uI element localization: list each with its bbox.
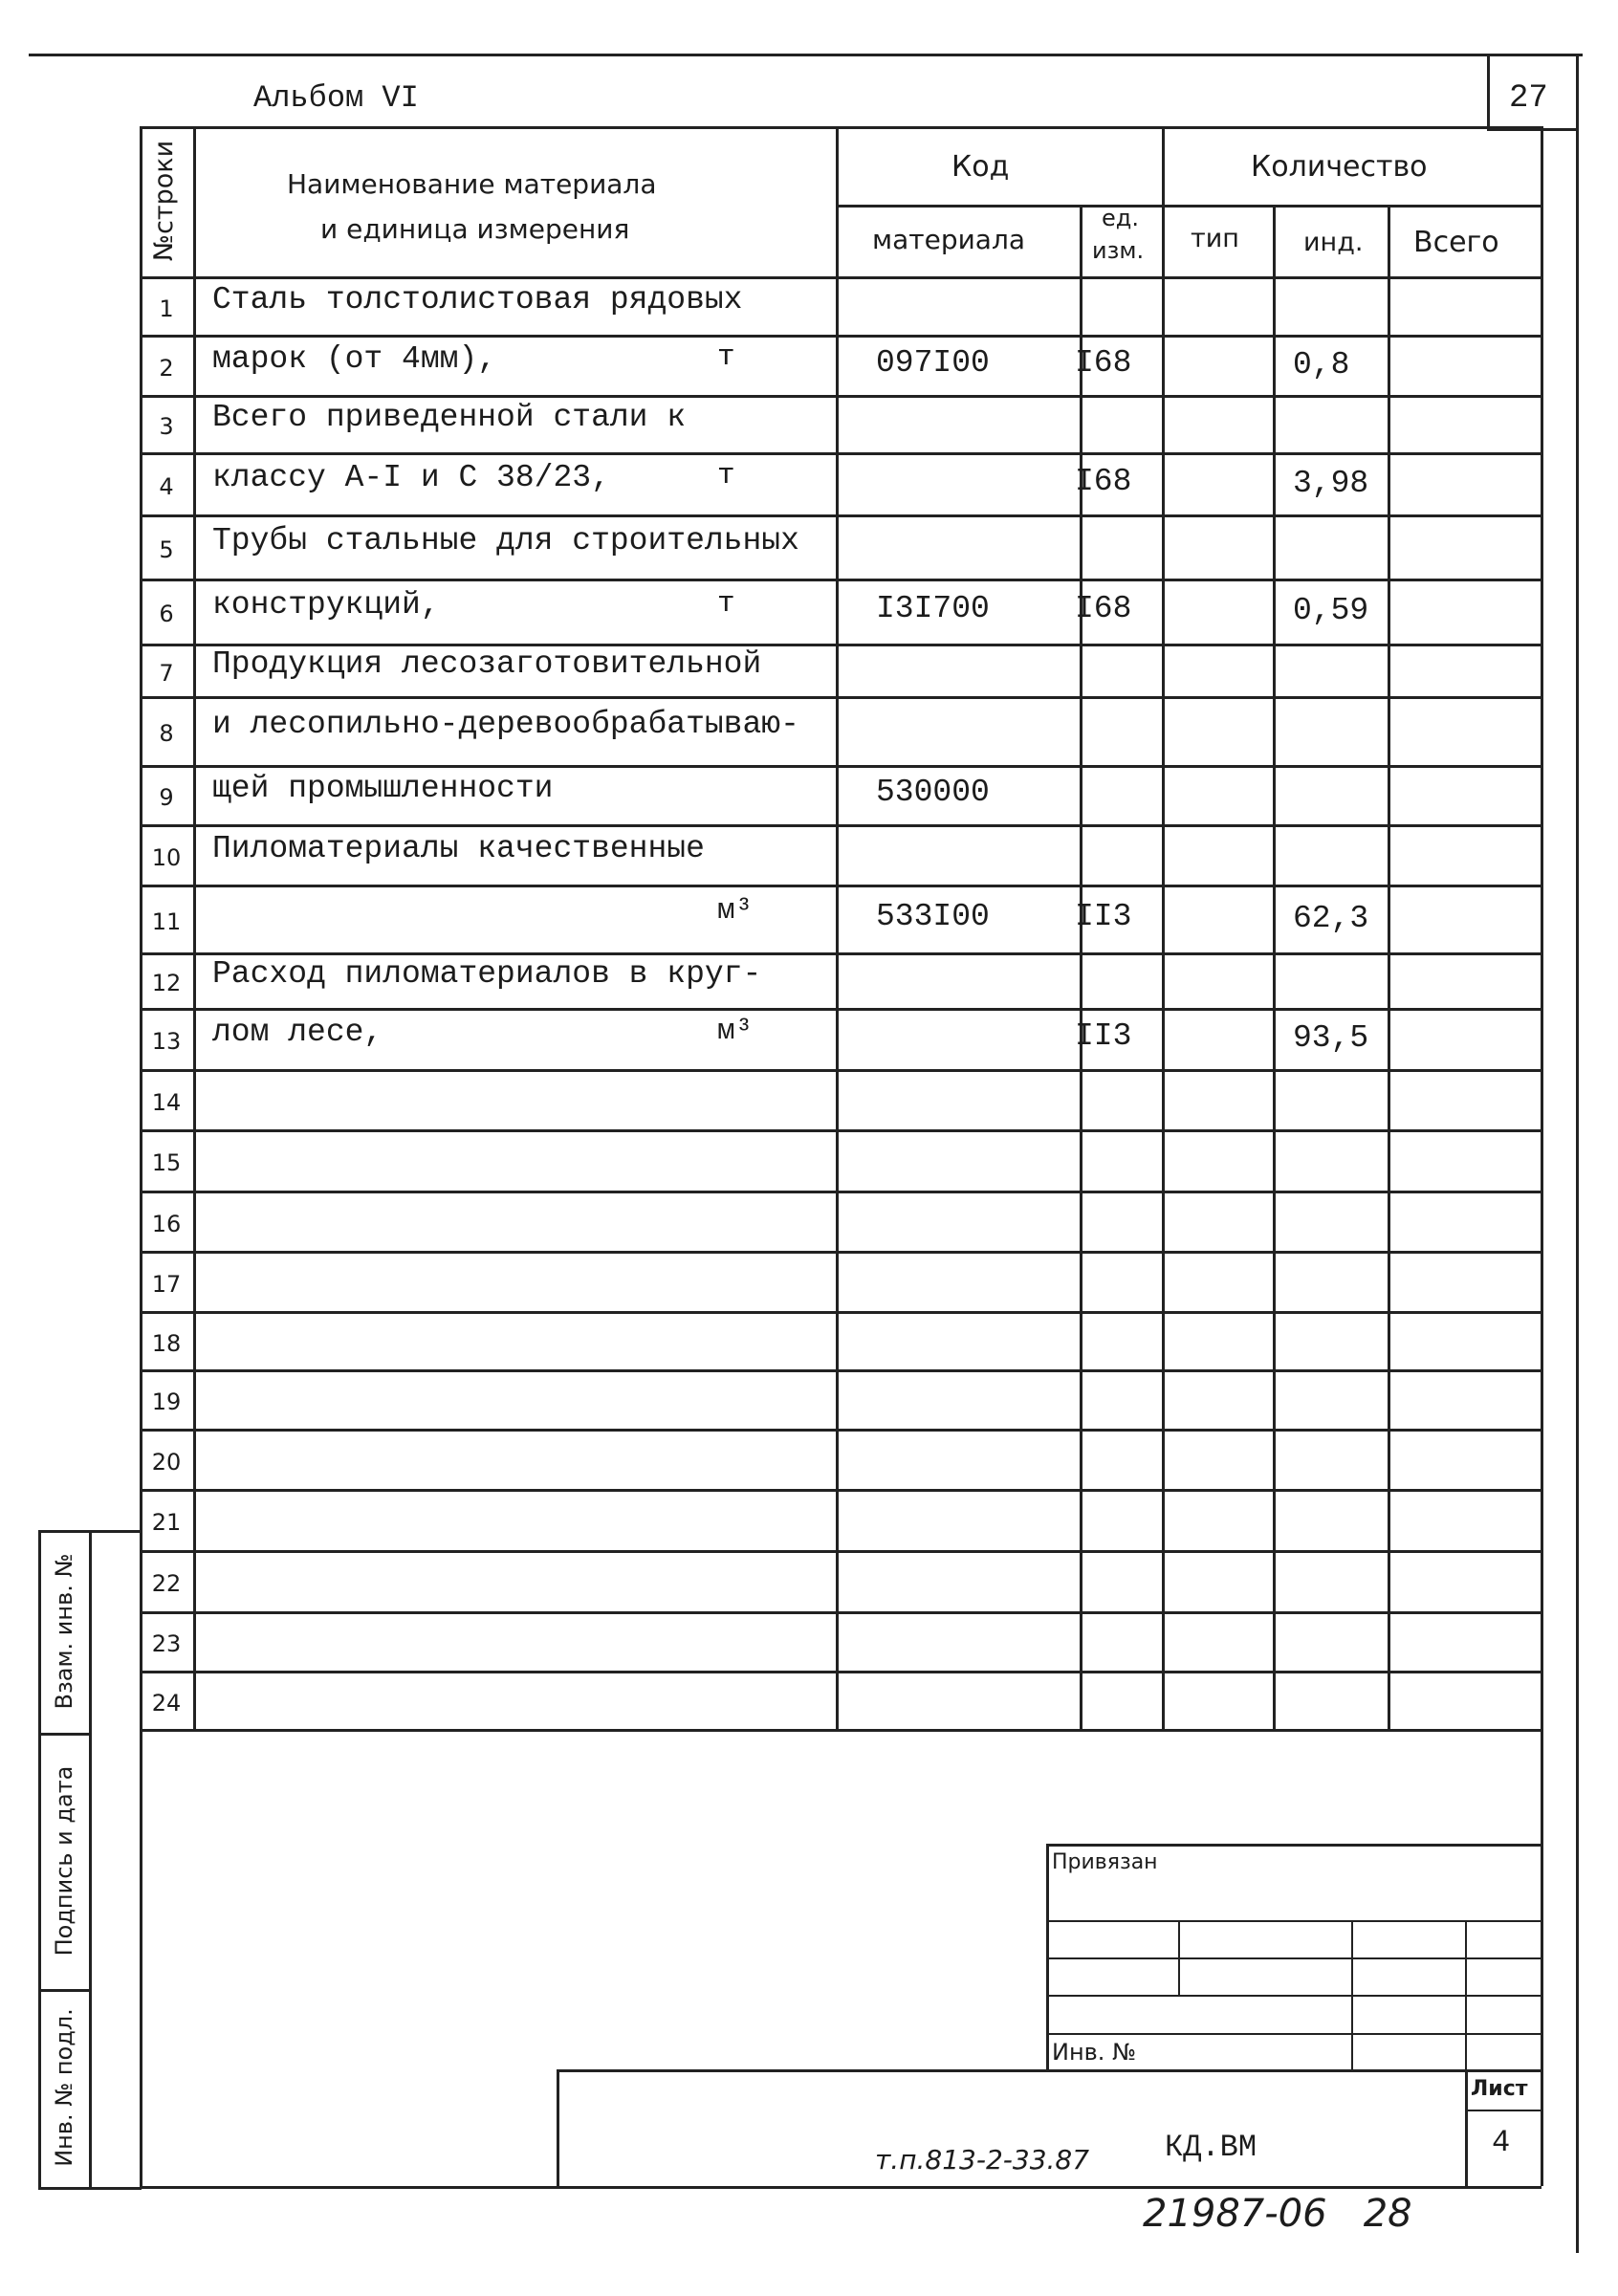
col-total-header: Всего	[1413, 226, 1499, 259]
material-name: конструкций,	[212, 587, 440, 623]
row-number: 17	[151, 1270, 182, 1298]
material-name: лом лесе,	[212, 1015, 383, 1051]
unit-mark: м³	[717, 894, 754, 929]
material-name: Всего приведенной стали к	[212, 400, 687, 436]
col-unit-header-line2: изм.	[1092, 237, 1145, 264]
material-name: Трубы стальные для строительных	[212, 522, 799, 558]
unit-code: I68	[1075, 591, 1132, 627]
col-row-number-header: №строки	[149, 140, 179, 261]
code-group-header: Код	[951, 150, 1010, 184]
page-number: 27	[1509, 80, 1548, 117]
row-number: 3	[159, 413, 174, 440]
row-number: 22	[151, 1570, 182, 1597]
row-number: 15	[151, 1149, 182, 1176]
individual-quantity: 0,59	[1293, 593, 1369, 629]
row-number: 24	[151, 1689, 182, 1717]
col-type-header: тип	[1191, 224, 1239, 253]
row-number: 14	[151, 1088, 182, 1116]
unit-code: I68	[1075, 463, 1132, 499]
row-number: 21	[151, 1509, 182, 1536]
row-number: 20	[151, 1448, 182, 1476]
album-label: Альбом VI	[253, 80, 419, 116]
row-number: 18	[151, 1329, 182, 1357]
document-mark: КД.ВМ	[1165, 2130, 1257, 2165]
material-name: и лесопильно-деревообрабатываю-	[212, 707, 799, 743]
row-number: 9	[159, 784, 174, 811]
col-material-code-header: материала	[872, 224, 1026, 255]
row-number: 16	[151, 1210, 182, 1237]
unit-mark: т	[717, 586, 735, 621]
col-ind-header: инд.	[1303, 228, 1364, 257]
material-name: щей промышленности	[212, 771, 554, 807]
unit-code: II3	[1075, 1018, 1132, 1055]
col-name-header-line1: Наименование материала	[287, 168, 657, 200]
row-number: 4	[159, 472, 174, 500]
unit-mark: т	[717, 340, 735, 375]
stamp-replaced-inv: Взам. инв. №	[51, 1553, 77, 1710]
individual-quantity: 3,98	[1293, 465, 1369, 501]
col-name-header-line2: и единица измерения	[320, 213, 630, 245]
archive-number: 21987-06 28	[1143, 2192, 1412, 2236]
unit-code: II3	[1075, 898, 1132, 934]
stamp-signature-date: Подпись и дата	[51, 1765, 77, 1957]
material-name: Сталь толстолистовая рядовых	[212, 281, 743, 317]
material-name: Пиломатериалы качественные	[212, 830, 705, 866]
material-name: Продукция лесозаготовительной	[212, 645, 762, 682]
row-number: 11	[151, 907, 182, 935]
qty-group-header: Количество	[1251, 150, 1428, 184]
individual-quantity: 0,8	[1293, 346, 1350, 383]
unit-code: I68	[1075, 344, 1132, 381]
document-code: т.п.813-2-33.87	[875, 2144, 1090, 2176]
row-number: 8	[159, 720, 174, 747]
row-number: 1	[159, 295, 174, 322]
sheet-number: 4	[1492, 2125, 1511, 2160]
row-number: 23	[151, 1630, 182, 1657]
row-number: 13	[151, 1028, 182, 1055]
unit-mark: м³	[717, 1014, 754, 1048]
privyazan-label: Привязан	[1052, 1850, 1158, 1874]
material-name: марок (от 4мм),	[212, 340, 497, 377]
unit-mark: т	[717, 459, 735, 493]
individual-quantity: 93,5	[1293, 1020, 1369, 1057]
material-code: 530000	[876, 775, 990, 811]
row-number: 5	[159, 536, 174, 563]
individual-quantity: 62,3	[1293, 900, 1369, 936]
material-code: 097I00	[876, 344, 990, 381]
row-number: 12	[151, 970, 182, 996]
sheet-label: Лист	[1471, 2077, 1528, 2101]
row-number: 2	[159, 354, 174, 382]
row-number: 10	[151, 843, 182, 871]
row-number: 19	[151, 1389, 182, 1415]
stamp-original-inv: Инв. № подл.	[51, 2008, 77, 2167]
row-number: 6	[159, 601, 174, 627]
material-name: классу А-I и С 38/23,	[212, 459, 610, 495]
material-code: I3I700	[876, 591, 990, 627]
material-name: Расход пиломатериалов в круг-	[212, 956, 762, 993]
row-number: 7	[159, 659, 174, 687]
inv-no-label: Инв. №	[1052, 2039, 1137, 2066]
col-unit-header-line1: ед.	[1102, 205, 1139, 231]
material-code: 533I00	[876, 898, 990, 934]
